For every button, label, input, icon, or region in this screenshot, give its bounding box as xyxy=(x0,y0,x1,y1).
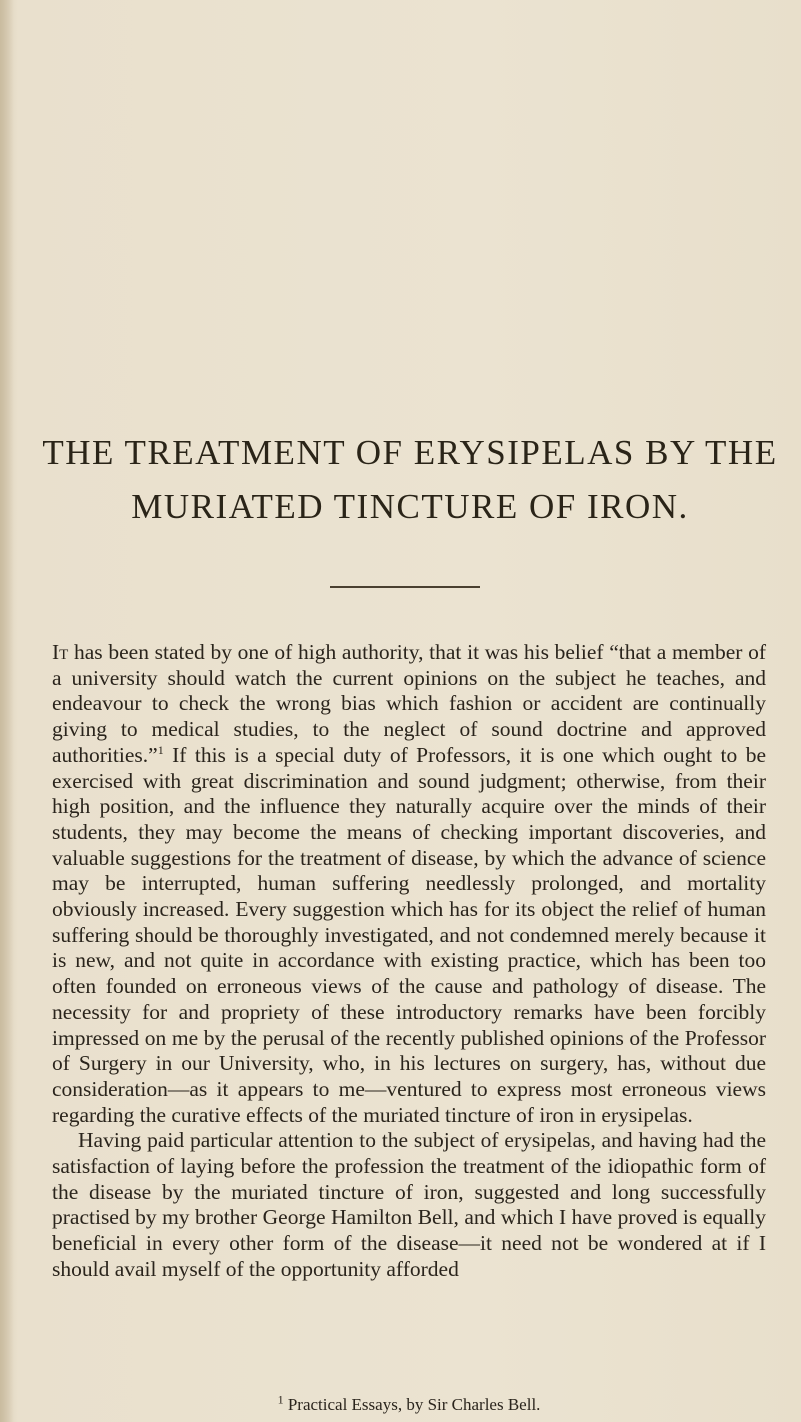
paragraph-2-text: Having paid particular attention to the subject of erysipelas, and having had the satisfaction of laying before the profession the treatment of the idiopathic form of the disease by the muriated tincture of iron, suggested and long successfully practised by my brother George Hamilton Bell, and which I have proved is equally beneficial in every other form of the disease—it need not be wondered at if I should avail myself of the opportunity afforded xyxy=(52,1128,766,1281)
footnote-text: Practical Essays, by Sir Charles Bell. xyxy=(287,1395,541,1414)
footnote-marker: 1 xyxy=(277,1392,284,1407)
title-divider-rule xyxy=(330,586,480,588)
paragraph-1 xyxy=(52,640,766,1128)
page-gutter-shadow xyxy=(0,0,14,1422)
paragraph-2 xyxy=(52,1128,766,1282)
body-text xyxy=(52,640,766,1283)
footnote xyxy=(52,1392,766,1415)
chapter-title-line-2: MURIATED TINCTURE OF IRON. xyxy=(131,487,689,526)
paragraph-1-text: has been stated by one of high authority, that it was his belief “that a member of a university should watch the current opinions on the subject he teaches, and endeavour to check the wrong bias which fashion or accident are continually giving to medical studies, to the neglect of sound doctrine and approved authorities.” xyxy=(52,640,766,767)
paragraph-1-lead: It xyxy=(52,640,69,664)
chapter-title-line-1: THE TREATMENT OF ERYSIPELAS BY THE xyxy=(42,433,778,472)
footnote-reference: 1 xyxy=(157,742,164,757)
paragraph-1-tail: If this is a special duty of Professors, it is one which ought to be exercised with great discrimination and sound judgment; otherwise, from their high position, and the influence they naturally acquire over the minds of their students, they may become the means of checking important discoveries, and valuable suggestions for the treatment of disease, by which the advance of science may be interrupted, human suffering needlessly prolonged, and mortality obviously increased. Every suggestion which has for its object the relief of human suffering should be thoroughly investigated, and not condemned merely because it is new, and not quite in accordance with existing practice, which has been too often founded on erroneous views of the cause and pathology of disease. The necessity for and propriety of these introductory remarks have been forcibly impressed on me by the perusal of the recently published opinions of the Professor of Surgery in our University, who, in his lectures on surgery, has, without due consideration—as it appears to me—ventured to express most erroneous views regarding the curative effects of the muriated tincture of iron in erysipelas. xyxy=(52,742,766,1127)
